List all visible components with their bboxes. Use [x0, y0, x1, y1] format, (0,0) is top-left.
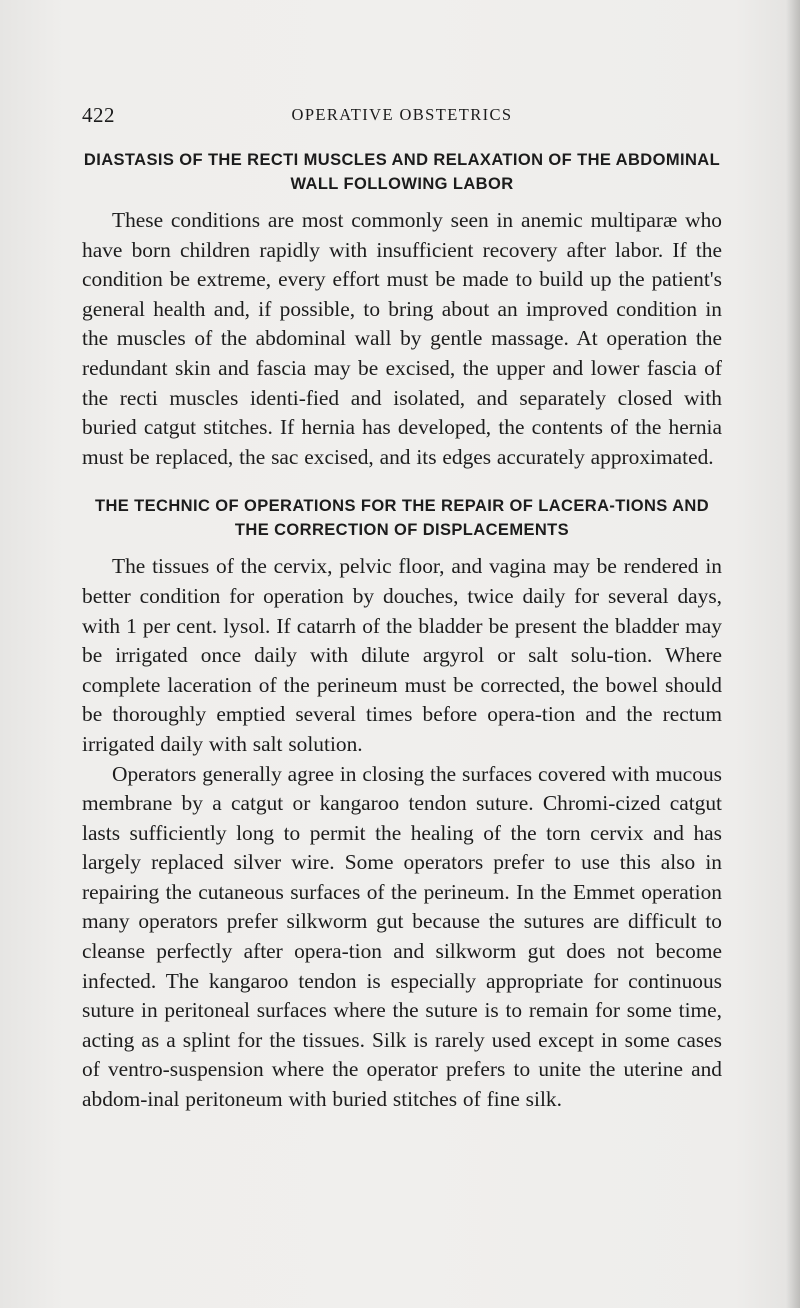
section-heading-technic: THE TECHNIC OF OPERATIONS FOR THE REPAIR OF LACERA-TIONS AND THE CORRECTION OF DISPLACEMENTS	[94, 497, 710, 540]
paragraph: Operators generally agree in closing the surfaces covered with mucous membrane by a catgut or kangaroo tendon suture. Chromi-cized catgut lasts sufficiently long to permit the healing of the torn cervix and has largely replaced silver wire. Some operators prefer to use this also in repairing the cutaneous surfaces of the perineum. In the Emmet operation many operators prefer silkworm gut because the sutures are difficult to cleanse perfectly after opera-tion and silkworm gut does not become infected. The kangaroo tendon is especially appropriate for continuous suture in peritoneal surfaces where the suture is to remain for some time, acting as a splint for the tissues. Silk is rarely used except in some cases of ventro-suspension where the operator prefers to unite the uterine and abdom-inal peritoneum with buried stitches of fine silk.	[82, 761, 722, 1112]
running-head	[82, 103, 722, 129]
section-heading-diastasis: DIASTASIS OF THE RECTI MUSCLES AND RELAXATION OF THE ABDOMINAL WALL FOLLOWING LABOR	[83, 151, 721, 193]
page-number: 422	[82, 103, 115, 127]
page-edge-shadow	[786, 0, 800, 1308]
running-title: OPERATIVE OBSTETRICS	[291, 105, 513, 124]
page-body	[82, 148, 722, 1115]
paragraph: These conditions are most commonly seen in anemic multiparæ who have born children rapidly with insufficient recovery after labor. If the condition be extreme, every effort must be made to build up the patient's general health and, if possible, to bring about an improved condition in the muscles of the abdominal wall by gentle massage. At operation the redundant skin and fascia may be excised, the upper and lower fascia of the recti muscles identi-fied and isolated, and separately closed with buried catgut stitches. If hernia has developed, the contents of the hernia must be replaced, the sac excised, and its edges accurately approximated.	[82, 208, 722, 469]
paragraph: The tissues of the cervix, pelvic floor, and vagina may be rendered in better condition for operation by douches, twice daily for several days, with 1 per cent. lysol. If catarrh of the bladder be present the bladder may be irrigated once daily with dilute argyrol or salt solu-tion. Where complete laceration of the perineum must be corrected, the bowel should be thoroughly emptied several times before opera-tion and the rectum irrigated daily with salt solution.	[82, 554, 722, 756]
